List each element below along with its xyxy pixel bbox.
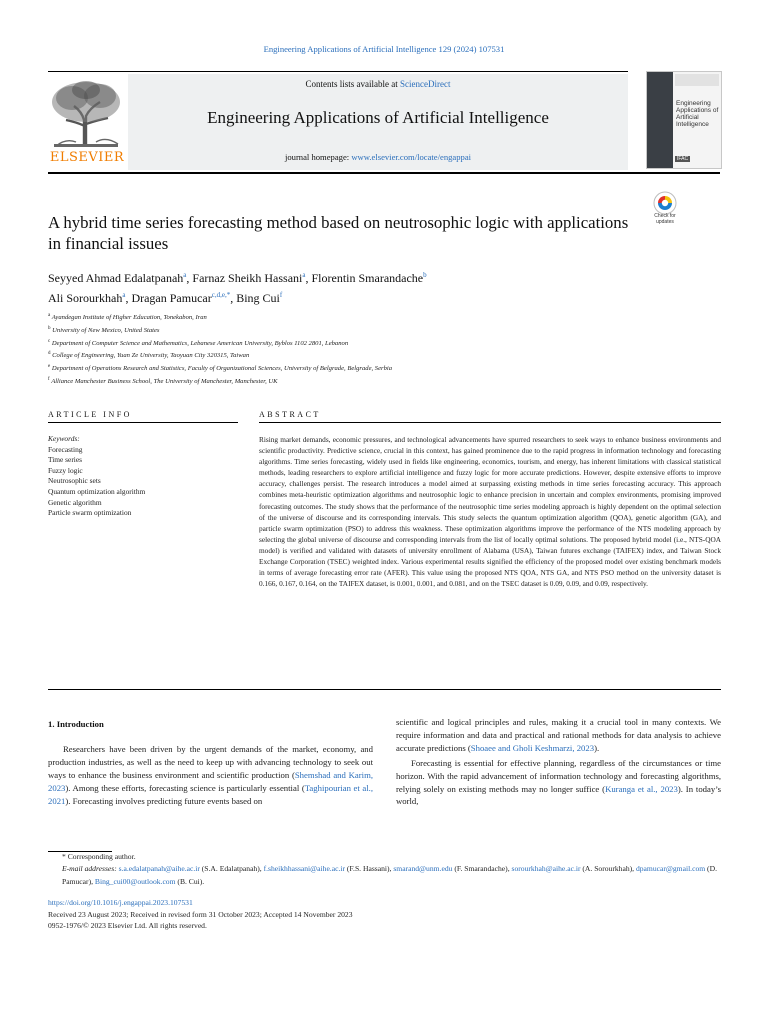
text-run: ). In today’s world, [396,783,721,807]
footnotes [48,851,721,888]
affiliation-text: Ayandegan Institute of Higher Education, Tonekabon, Iran [50,314,207,321]
affiliation-text: University of New Mexico, United States [50,326,160,334]
author-affiliation-marker[interactable]: b [423,271,427,279]
received-dates: Received 23 August 2023; Received in revised form 31 October 2023; Accepted 14 November 2023 [48,909,353,919]
citation-link[interactable]: Shoaee and Gholi Keshmarzi, 2023 [470,742,595,753]
text-run: ). Among these efforts, forecasting science is particularly essential ( [65,782,305,793]
keywords-list [48,445,238,519]
affiliation [48,349,708,362]
check-updates-label: Check for updates [654,213,676,225]
keyword: Particle swarm optimization [48,508,132,518]
author-affiliation-marker[interactable]: c,d,e,* [211,291,231,299]
masthead-top-rule [48,71,628,72]
article-title: A hybrid time series forecasting method based on neutrosophic logic with applications in financial issues [48,213,629,253]
intro-column-left [48,743,373,810]
intro-column-right [396,716,721,810]
homepage-prefix: journal homepage: [284,152,352,162]
affiliation-marker: e [48,364,51,370]
check-updates-icon [648,191,682,215]
author-name: Seyyed Ahmad Edalatpanah [48,271,184,285]
author-affiliation-marker[interactable]: f [279,291,283,299]
email-link[interactable]: dpamucar@gmail.com [635,864,706,874]
abstract-text: Rising market demands, economic pressures, and technological advancements have spurred researchers to seek ways to enhance business environments and scientific productivity. Predictive science, crucial in this context, has gained prominence due to the rapid progress in information technology and forecasting algorithms. Time series forecasting, widely used in fields like engineering, economics, tourism, and energy, has inherent limitations with classical statistical methods, leading researchers to explore artificial intelligence and fuzzy logic for more accurate predictions. However, despite extensive efforts to improve accuracy, challenges persist. The research introduces a model aimed at surpassing existing methods in time series forecasting accuracy. This approach combines meta-heuristic optimization algorithms and neutrosophic logic to enhance precision in uncertain and complex environments, promising improved forecasting outcomes. The study shows that the performance of the neutrosophic time series modeling approach is highly dependent on the optimal selection of the universe of discourse and its corresponding intervals. This study selects the quantum optimization algorithm (QOA), genetic algorithm (GA), and particle swarm optimization (PSO) to address this weakness. These optimization algorithms improve the performance of the NTS modeling approach by selecting the global universe of discourse and corresponding intervals from the list of locally optimal solutions. The proposed hybrid model (i.e., NTS-QOA model) is verified and validated with datasets of university enrollment of Alabama (USA), Taiwan futures exchange (TAIFEX) index, and Taiwan Stock Exchange Corporation (TSEC) weighted index. Various experimental results signified the efficiency of the proposed model over existing benchmark models in terms of average forecasting error rate (AFER). This value using the proposed NTS QOA, NTS GA, and NTS PSO method on the university dataset is 0.166, 0.167, 0.164, on the TAIFEX dataset, is 0.001, 0.001, and 0.081, and on the TSEC dataset is 0.09, 0.09, and 0.09, respectively. [259,435,721,589]
text-run: ). Forecasting involves predicting future events based on [65,795,263,806]
affiliation [48,362,708,375]
article-info-heading: ARTICLE INFO [48,410,132,419]
citation-link[interactable]: Taghipourian et al., 2021 [48,782,374,806]
citation-link[interactable]: Kuranga et al., 2023 [605,783,678,794]
abstract-heading: ABSTRACT [259,410,321,419]
intro-paragraph-continued [396,716,721,755]
section-heading-introduction: 1. Introduction [48,719,104,729]
email-owner: (D. Pamucar), [62,864,717,886]
journal-cover-thumbnail[interactable] [646,71,722,169]
publisher-wordmark[interactable]: ELSEVIER [49,150,125,165]
check-for-updates-badge[interactable] [648,191,682,229]
author-name: Florentin Smarandache [311,271,424,285]
doi-block [48,897,721,932]
author-affiliation-marker[interactable]: a [183,271,187,279]
author-name: Bing Cui [236,291,280,305]
contents-line [128,79,628,89]
author-list: Seyyed Ahmad Edalatpanah$^a$, Farnaz Sheikh Hassani$^a$, Florentin Smarandache$^b$ Ali Sorourkhah$^a$, Dragan Pamucar$^{c,d,e,*}$, Bing Cui$^f$ [48,271,427,305]
author-name: Dragan Pamucar [131,291,212,305]
affiliation [48,311,708,324]
affiliation-text: Department of Operations Research and Statistics, Faculty of Organizational Sciences, University of Belgrade, Belgrade, Serbia [50,365,393,373]
citation-link[interactable]: Shemshad and Karim, 2023 [48,769,373,793]
keyword: Forecasting [48,444,83,454]
email-addresses [48,863,721,888]
sciencedirect-link[interactable]: ScienceDirect [400,79,451,89]
email-owner: (B. Cui). [175,876,205,886]
keyword: Time series [48,455,83,465]
intro-paragraph [48,743,373,808]
cover-header-band [675,74,719,86]
keyword: Neutrosophic sets [48,476,101,486]
keyword: Genetic algorithm [48,497,102,507]
email-owner: (A. Sorourkhah), [580,864,636,874]
email-link[interactable]: f.sheikhhassani@aihe.ac.ir [263,864,345,874]
cover-spine [647,72,673,168]
journal-reference[interactable]: Engineering Applications of Artificial Intelligence 129 (2024) 107531 [263,44,505,54]
copyright: 0952-1976/© 2023 Elsevier Ltd. All rights reserved. [48,921,207,931]
journal-title: Engineering Applications of Artificial Intelligence [207,108,549,127]
cover-title: Engineering Applications of Artificial Intelligence [676,100,719,128]
text-run: Forecasting is essential for effective planning, regardless of the circumstances or time horizon. With the rapid advancement of information technology and forecasting algorithms, relying solely on existing methods may no longer suffice ( [396,757,721,794]
doi-link[interactable]: https://doi.org/10.1016/j.engappai.2023.107531 [48,898,193,907]
affiliation [48,375,708,388]
keyword: Quantum optimization algorithm [48,486,146,496]
email-owner: (S.A. Edalatpanah), [199,864,264,874]
affiliation-marker: f [48,376,50,382]
keyword: Fuzzy logic [48,465,83,475]
affiliation-marker: b [48,325,51,331]
author-affiliation-marker[interactable]: a [122,291,126,299]
abstract-rule [259,422,721,423]
affiliation-text: Department of Computer Science and Mathematics, Lebanese American University, Byblos 1102 2801, Lebanon [50,339,349,347]
keywords-block [48,434,238,519]
intro-paragraph [396,757,721,809]
affiliation-marker: c [48,338,51,344]
affiliation-marker: d [48,351,51,357]
article-info-rule [48,422,238,423]
contents-prefix: Contents lists available at [305,79,400,89]
cover-badge: IFAC [677,156,689,162]
email-owner: (F. Smarandache), [452,864,512,874]
keywords-label: Keywords: [48,434,80,443]
email-owner: (F.S. Hassani), [345,864,394,874]
author-affiliation-marker[interactable]: a [302,271,306,279]
abstract-bottom-rule [48,689,721,690]
masthead-bottom-rule [48,172,720,174]
email-link[interactable]: s.a.edalatpanah@aihe.ac.ir [118,864,200,874]
affiliation-text: College of Engineering, Yuan Ze University, Taoyuan City 320315, Taiwan [50,352,250,360]
affiliation [48,324,708,337]
affiliation-list [48,311,708,388]
corresponding-author-note: * Corresponding author. [62,852,136,861]
author-name: Farnaz Sheikh Hassani [192,271,303,285]
email-link[interactable]: sorourkhah@aihe.ac.ir [511,864,581,874]
author-name: Ali Sorourkhah [48,291,123,305]
text-run: Researchers have been driven by the urgent demands of the market, economy, and production industries, as well as the need to keep up with advancing technology to seek out ways to enhance the business environment and scientific production ( [48,744,373,780]
text-run: ). [594,742,600,753]
email-label: E-mail addresses: [62,864,119,874]
affiliation-text: Alliance Manchester Business School, The University of Manchester, Manchester, UK [49,377,278,385]
journal-homepage-link[interactable]: www.elsevier.com/locate/engappai [351,152,472,162]
text-run: scientific and logical principles and rules, making it a crucial tool in many contexts. We require information and data and practical and rational methods for data analysis to achieve accurate predictions ( [396,717,721,753]
email-link[interactable]: Bing_cui00@outlook.com [94,876,176,886]
affiliation-marker: a [48,313,51,318]
homepage-line [128,152,628,162]
affiliation [48,337,708,350]
email-link[interactable]: smarand@unm.edu [393,864,453,874]
